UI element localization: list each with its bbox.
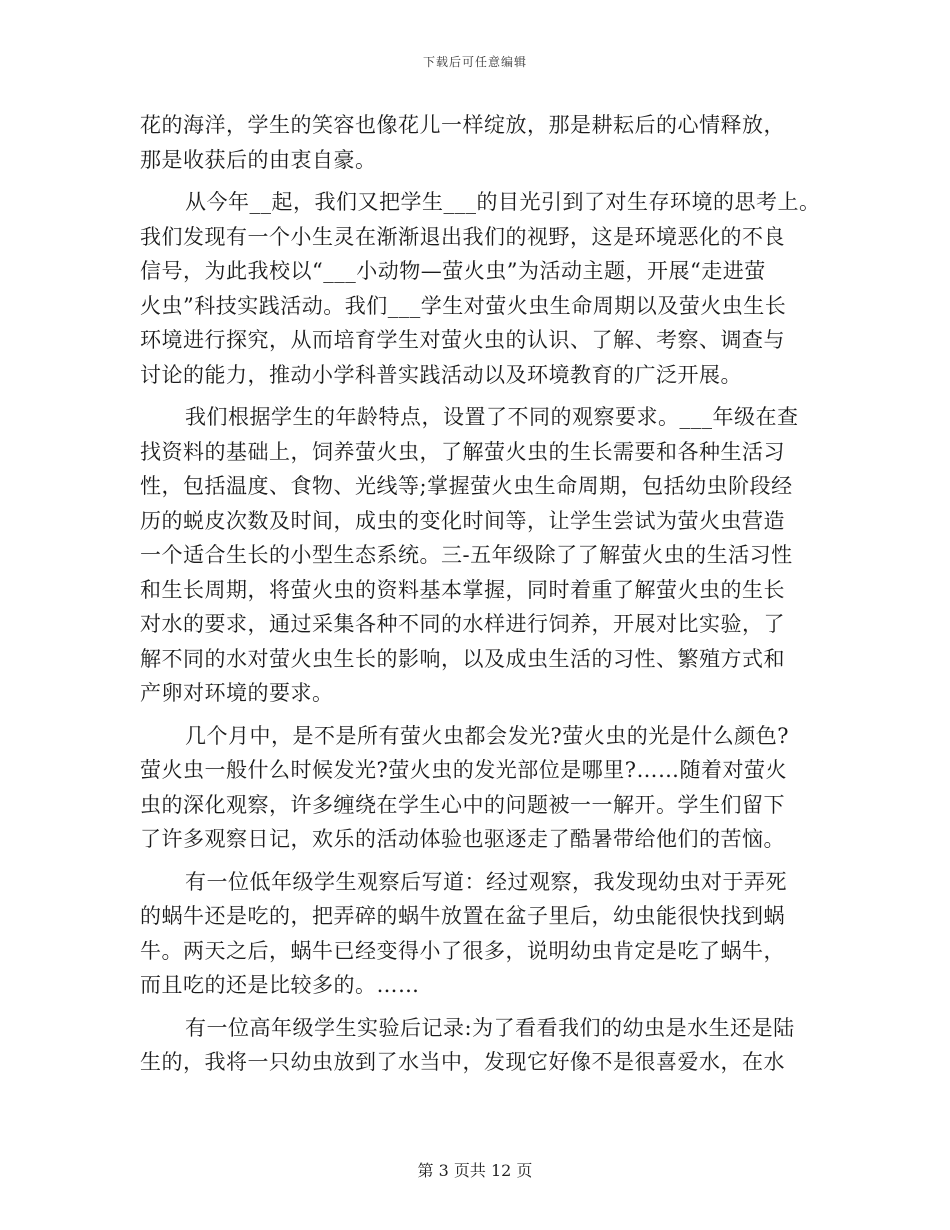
text-line: 历的蜕皮次数及时间，成虫的变化时间等，让学生尝试为萤火虫营造 — [140, 508, 785, 533]
text-line: 讨论的能力，推动小学科普实践活动以及环境教育的广泛开展。 — [140, 362, 742, 387]
text-line: 解不同的水对萤火虫生长的影响，以及成虫生活的习性、繁殖方式和 — [140, 646, 785, 671]
text-line: 信号，为此我校以“___小动物—萤火虫”为活动主题，开展“走进萤 — [140, 259, 766, 283]
text-line: 那是收获后的由衷自豪。 — [140, 147, 377, 172]
text-line: 而且吃的还是比较多的。…… — [140, 973, 420, 997]
page-footer: 第 3 页共 12 页 — [417, 1161, 533, 1180]
text-line: 生的，我将一只幼虫放到了水当中，发现它好像不是很喜爱水，在水 — [140, 1050, 785, 1074]
paragraph-start-line: 几个月中，是不是所有萤火虫都会发光?萤火虫的光是什么颜色? — [185, 723, 790, 748]
text-line: 花的海洋，学生的笑容也像花儿一样绽放，那是耕耘后的心情释放， — [140, 113, 785, 137]
text-line: 一个适合生长的小型生态系统。三-五年级除了了解萤火虫的生活习性 — [140, 543, 793, 567]
text-line: 的蜗牛还是吃的，把弄碎的蜗牛放置在盆子里后，幼虫能很快找到蜗 — [140, 904, 785, 928]
text-line: 产卵对环境的要求。 — [140, 681, 334, 705]
text-line: 虫的深化观察，许多缠绕在学生心中的问题被一一解开。学生们留下 — [140, 792, 785, 817]
text-line: 和生长周期，将萤火虫的资料基本掌握，同时着重了解萤火虫的生长 — [140, 577, 785, 602]
text-line: 牛。两天之后，蜗牛已经变得小了很多，说明幼虫肯定是吃了蜗牛， — [140, 938, 785, 963]
paragraph-start-line: 有一位高年级学生实验后记录:为了看看我们的幼虫是水生还是陆 — [185, 1015, 795, 1040]
paragraph-start-line: 从今年__起，我们又把学生___的目光引到了对生存环境的思考上。 — [185, 190, 821, 214]
text-line: 了许多观察日记，欢乐的活动体验也驱逐走了酷暑带给他们的苦恼。 — [140, 827, 785, 851]
text-line: 火虫”科技实践活动。我们___学生对萤火虫生命周期以及萤火虫生长 — [140, 293, 787, 318]
text-line: 找资料的基础上，饲养萤火虫，了解萤火虫的生长需要和各种生活习 — [140, 439, 785, 464]
text-line: 我们发现有一个小生灵在渐渐退出我们的视野，这是环境恶化的不良 — [140, 224, 785, 249]
paragraph-start-line: 我们根据学生的年龄特点，设置了不同的观察要求。___年级在查 — [185, 405, 799, 429]
text-line: 环境进行探究，从而培育学生对萤火虫的认识、了解、考察、调查与 — [140, 328, 785, 352]
document-body — [140, 108, 820, 1080]
text-line: 对水的要求，通过采集各种不同的水样进行饲养，开展对比实验，了 — [140, 612, 785, 636]
paragraph-start-line: 有一位低年级学生观察后写道：经过观察，我发现幼虫对于弄死 — [185, 869, 787, 894]
text-line: 性，包括温度、食物、光线等;掌握萤火虫生命周期，包括幼虫阶段经 — [140, 474, 793, 498]
page-header: 下载后可任意编辑 — [422, 55, 527, 69]
text-line: 萤火虫一般什么时候发光?萤火虫的发光部位是哪里?……随着对萤火 — [140, 758, 788, 782]
